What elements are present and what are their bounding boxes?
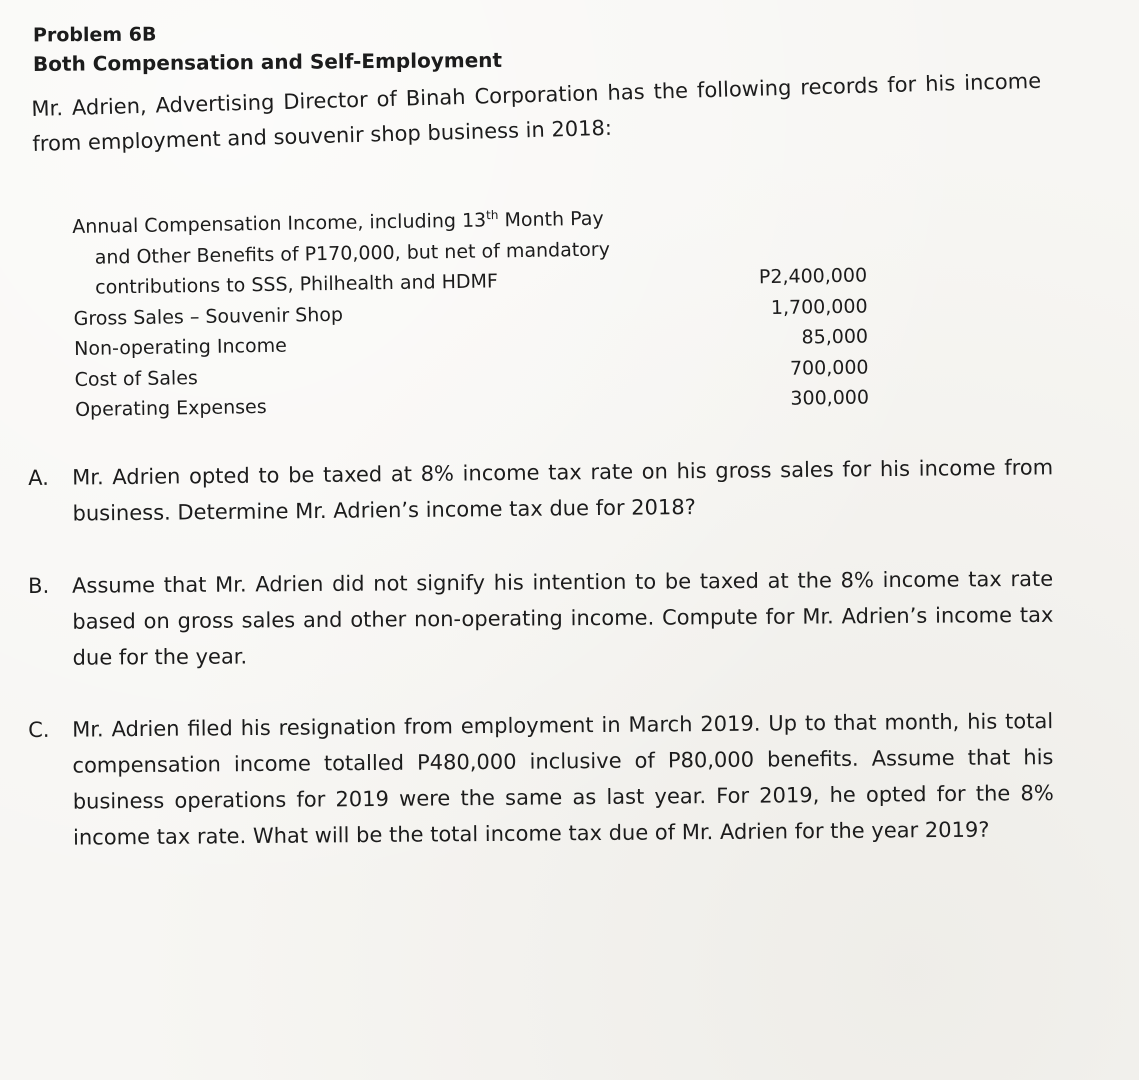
records-list [72, 199, 875, 425]
record-value-gross-sales: 1,700,000 [770, 295, 868, 319]
record-label-operating-expenses: Operating Expenses [74, 395, 267, 421]
record-label-gross-sales: Gross Sales – Souvenir Shop [73, 303, 344, 330]
record-row-compensation [72, 199, 873, 303]
record-label-line-3: contributions to SSS, Philhealth and HDMF [95, 270, 499, 299]
record-value-compensation: P2,400,000 [758, 264, 868, 289]
record-value-non-operating-income: 85,000 [801, 325, 869, 349]
problem-title: Both Compensation and Self-Employment [32, 47, 503, 76]
ordinal-suffix: th [485, 207, 499, 223]
problem-number: Problem 6B [32, 23, 157, 47]
record-value-cost-of-sales: 700,000 [789, 356, 869, 380]
record-label-cost-of-sales: Cost of Sales [74, 366, 198, 391]
question-letter: C. [28, 717, 50, 742]
question-c [28, 703, 1054, 856]
record-label-line-2: and Other Benefits of P170,000, but net of mandatory [94, 238, 611, 269]
question-a [28, 449, 1054, 532]
record-label-compensation [72, 204, 611, 304]
record-label-line-1-end: Month Pay [498, 207, 604, 232]
question-text: Mr. Adrien filed his resignation from employment in March 2019. Up to that month, his total compensation income totalled P480,000 inclusive of P80,000 benefits. Assume that his business operations for 2019 were the same as last year. For 2019, he opted for the 8% income tax rate. What will be the total income tax due of Mr. Adrien for the year 2019? [72, 709, 1054, 850]
question-text: Assume that Mr. Adrien did not signify his intention to be taxed at the 8% income tax rate based on gross sales and other non-operating income. Compute for Mr. Adrien’s income tax due for the year. [72, 566, 1054, 670]
question-letter: A. [28, 465, 49, 490]
record-label-line-1: Annual Compensation Income, including 13 [72, 209, 487, 238]
record-label-non-operating-income: Non-operating Income [73, 334, 288, 360]
questions-list [28, 455, 1054, 892]
record-value-operating-expenses: 300,000 [790, 386, 870, 410]
problem-intro: Mr. Adrien, Advertising Director of Binah Corporation has the following records for his income from employment and souvenir shop business in 2018: [31, 68, 1042, 156]
question-b [28, 561, 1054, 676]
question-letter: B. [28, 573, 50, 598]
question-text: Mr. Adrien opted to be taxed at 8% income tax rate on his gross sales for his income from business. Determine Mr. Adrien’s income tax due for 2018? [72, 455, 1054, 526]
